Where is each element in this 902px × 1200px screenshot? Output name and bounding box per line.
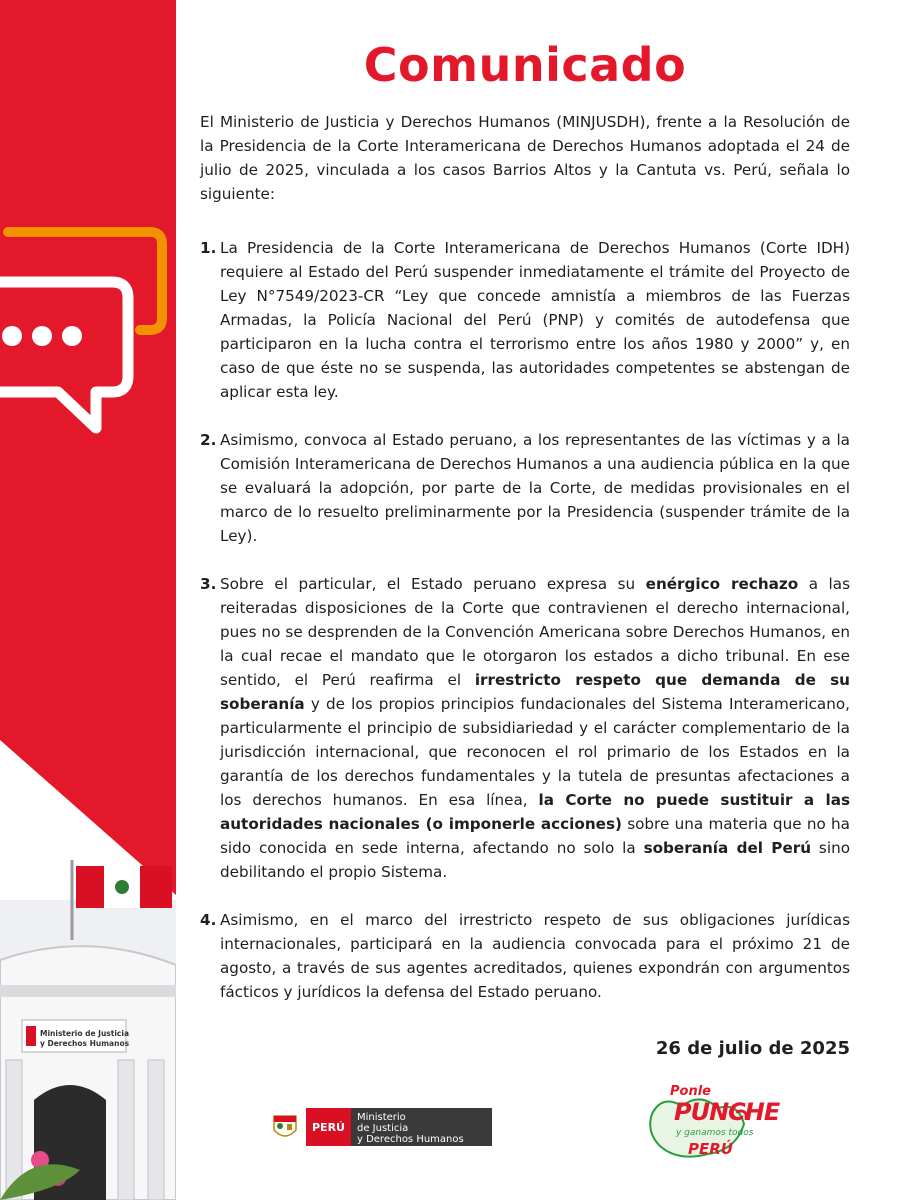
item-number: 1.: [200, 239, 217, 257]
item-text: Asimismo, en el marco del irrestricto respeto de sus obligaciones jurídicas internacionales, participará en la audiencia convocada para el próximo 21 de agosto, a través de sus agentes acreditados, quienes expondrán con argumentos fácticos y jurídicos la defensa del Estado peruano.: [220, 911, 850, 1001]
building-column: [148, 1060, 164, 1200]
campaign-logo: [648, 1084, 780, 1164]
ministry-label: [351, 1108, 492, 1146]
campaign-line: y ganamos todos: [676, 1128, 754, 1138]
item-number: 3.: [200, 575, 217, 593]
campaign-line: Ponle: [670, 1084, 711, 1099]
text-segment: y de los propios principios fundacionales del Sistema Interamericano, particularmente el principio de subsidiariedad y el carácter complementario de la jurisdicción internacional, que reconocen el rol primario de los Estados en la garantía de los derechos fundamentales y la tutela de presuntas afectaciones a los derechos humanos. En esa línea,: [220, 695, 850, 809]
ministry-line: Ministerio: [356, 1112, 406, 1123]
decorative-sidebar: [0, 0, 176, 1200]
chat-dot-icon: [32, 326, 52, 346]
red-band: [0, 0, 176, 895]
points-list: [200, 236, 850, 1028]
bold-phrase: irrestricto respeto que demanda de su soberanía: [220, 671, 850, 713]
document-date: 26 de julio de 2025: [655, 1038, 850, 1059]
list-item: [200, 428, 850, 548]
flag-emblem-icon: [115, 880, 129, 894]
chat-dot-icon: [62, 326, 82, 346]
text-segment: sino debilitando el propio Sistema.: [220, 839, 850, 881]
campaign-line: PERÚ: [688, 1140, 733, 1158]
item-text: [220, 572, 850, 884]
item-text: Asimismo, convoca al Estado peruano, a los representantes de las víctimas y a la Comisión Interamericana de Derechos Humanos a una audiencia pública en la que se evaluará la adopción, por parte de la Corte, de medidas provisionales en el marco de lo resuelto preliminarmente por la Presidencia (suspender trámite de la Ley).: [220, 431, 850, 545]
page-title: Comunicado: [363, 38, 687, 92]
chat-dot-icon: [2, 326, 22, 346]
flag-right-stripe: [140, 866, 172, 908]
item-text: La Presidencia de la Corte Interamericana de Derechos Humanos (Corte IDH) requiere al Estado del Perú suspender inmediatamente el trámite del Proyecto de Ley N°7549/2023-CR “Ley que concede amnistía a miembros de las Fuerzas Armadas, la Policía Nacional del Perú (PNP) y comités de autodefensa que participaron en la lucha contra el terrorismo entre los años 1980 y 2000” y, en caso de que éste no se suspenda, las autoridades competentes se abstengan de aplicar esta ley.: [220, 239, 850, 401]
bold-phrase: la Corte no puede sustituir a las autoridades nacionales (o imponerle acciones): [220, 791, 850, 833]
list-item: [200, 236, 850, 404]
building-cornice: [0, 985, 176, 997]
building-sign-line2: y Derechos Humanos: [40, 1039, 130, 1048]
text-segment: sobre una materia que no ha sido conocida en sede interna, afectando no solo la: [220, 815, 850, 857]
ministry-line: de Justicia: [356, 1123, 409, 1134]
list-item: [200, 572, 850, 884]
bold-phrase: soberanía del Perú: [643, 839, 812, 857]
ministry-logo: [268, 1108, 492, 1146]
item-number: 4.: [200, 911, 217, 929]
bold-phrase: enérgico rechazo: [645, 575, 799, 593]
coat-of-arms-icon: [268, 1110, 302, 1144]
peru-label: PERÚ: [306, 1108, 351, 1146]
text-segment: a las reiteradas disposiciones de la Corte que contravienen el derecho internacional, pues no se desprenden de la Convención Americana sobre Derechos Humanos, en la cual recae el mandato que le otorgaron los estados a dicho tribunal. En ese sentido, el Perú reafirma el: [220, 575, 850, 689]
item-number: 2.: [200, 431, 217, 449]
campaign-line: PUNCHE: [674, 1098, 780, 1126]
building-sign-line1: Ministerio de Justicia: [40, 1029, 130, 1038]
ministry-line: y Derechos Humanos: [356, 1134, 464, 1145]
flag-left-stripe: [76, 866, 104, 908]
sign-emblem-icon: [26, 1026, 36, 1046]
list-item: [200, 908, 850, 1004]
sidebar-graphic: [0, 0, 176, 1200]
intro-paragraph: El Ministerio de Justicia y Derechos Humanos (MINJUSDH), frente a la Resolución de la Presidencia de la Corte Interamericana de Derechos Humanos adoptada el 24 de julio de 2025, vinculada a los casos Barrios Altos y la Cantuta vs. Perú, señala lo siguiente:: [200, 113, 850, 203]
building-column: [118, 1060, 134, 1200]
text-segment: Sobre el particular, el Estado peruano expresa su: [220, 575, 646, 593]
